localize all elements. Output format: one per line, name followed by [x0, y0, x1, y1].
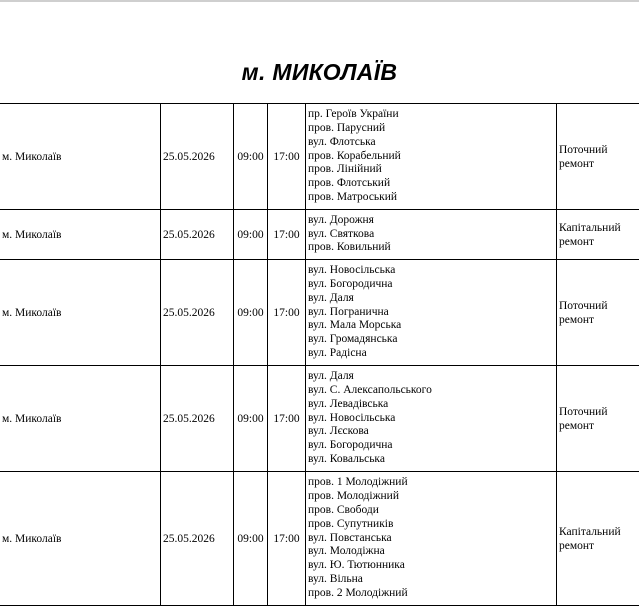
start-time-cell: 09:00	[234, 260, 268, 366]
street-item: вул. Громадянська	[308, 333, 554, 347]
table-row	[0, 472, 639, 606]
street-item: вул. Богородична	[308, 439, 554, 453]
street-item: вул. Погранична	[308, 306, 554, 320]
table-row	[0, 104, 639, 210]
city-cell: м. Миколаїв	[0, 210, 161, 260]
repair-type-line: Поточний	[559, 300, 607, 312]
street-item: пров. 1 Молодіжний	[308, 476, 554, 490]
street-item: пров. Ковильний	[308, 241, 554, 255]
street-item: пров. 2 Молодіжний	[308, 587, 554, 601]
repair-type-cell	[557, 260, 639, 366]
city-cell: м. Миколаїв	[0, 260, 161, 366]
repair-type-line: Поточний	[559, 144, 607, 156]
street-item: вул. Новосільська	[308, 264, 554, 278]
street-item: вул. С. Алексапольського	[308, 384, 554, 398]
street-item: вул. Даля	[308, 370, 554, 384]
repair-type-line: Капітальний	[559, 526, 621, 538]
end-time-cell: 17:00	[268, 366, 306, 472]
repair-type-line: ремонт	[559, 420, 594, 432]
street-item: вул. Молодіжна	[308, 545, 554, 559]
table-row	[0, 260, 639, 366]
start-time-cell: 09:00	[234, 472, 268, 606]
street-item: вул. Повстанська	[308, 532, 554, 546]
streets-cell	[306, 260, 557, 366]
repair-type-cell	[557, 472, 639, 606]
repair-type-cell	[557, 210, 639, 260]
street-item: пров. Флотський	[308, 177, 554, 191]
street-item: пров. Парусний	[308, 122, 554, 136]
street-item: вул. Мала Морська	[308, 319, 554, 333]
date-cell: 25.05.2026	[161, 260, 234, 366]
repair-type-line: ремонт	[559, 158, 594, 170]
street-item: вул. Флотська	[308, 136, 554, 150]
start-time-cell: 09:00	[234, 210, 268, 260]
table-row	[0, 210, 639, 260]
city-cell: м. Миколаїв	[0, 366, 161, 472]
repair-type-line: ремонт	[559, 540, 594, 552]
repair-type-line: Капітальний	[559, 222, 621, 234]
start-time-cell: 09:00	[234, 104, 268, 210]
street-item: пров. Лінійний	[308, 163, 554, 177]
street-item: пров. Матроський	[308, 191, 554, 205]
streets-cell	[306, 472, 557, 606]
street-item: вул. Радісна	[308, 347, 554, 361]
street-item: пров. Молодіжний	[308, 490, 554, 504]
street-item: вул. Дорожня	[308, 214, 554, 228]
street-item: вул. Богородична	[308, 278, 554, 292]
street-item: вул. Лєскова	[308, 425, 554, 439]
date-cell: 25.05.2026	[161, 210, 234, 260]
street-item: вул. Святкова	[308, 228, 554, 242]
street-item: вул. Даля	[308, 292, 554, 306]
repair-type-line: ремонт	[559, 236, 594, 248]
date-cell: 25.05.2026	[161, 472, 234, 606]
end-time-cell: 17:00	[268, 104, 306, 210]
street-item: вул. Вільна	[308, 573, 554, 587]
repair-type-cell	[557, 366, 639, 472]
city-cell: м. Миколаїв	[0, 104, 161, 210]
table-row	[0, 366, 639, 472]
top-rule	[0, 0, 639, 2]
repair-type-line: Поточний	[559, 406, 607, 418]
repair-type-cell	[557, 104, 639, 210]
street-item: вул. Новосільська	[308, 412, 554, 426]
street-item: вул. Левадівська	[308, 398, 554, 412]
streets-cell	[306, 104, 557, 210]
streets-cell	[306, 210, 557, 260]
repair-type-line: ремонт	[559, 314, 594, 326]
outage-schedule-table	[0, 103, 639, 606]
start-time-cell: 09:00	[234, 366, 268, 472]
street-item: пров. Свободи	[308, 504, 554, 518]
street-item: вул. Ковальська	[308, 453, 554, 467]
end-time-cell: 17:00	[268, 210, 306, 260]
date-cell: 25.05.2026	[161, 104, 234, 210]
end-time-cell: 17:00	[268, 472, 306, 606]
city-cell: м. Миколаїв	[0, 472, 161, 606]
street-item: пров. Супутників	[308, 518, 554, 532]
street-item: вул. Ю. Тютюнника	[308, 559, 554, 573]
streets-cell	[306, 366, 557, 472]
street-item: пров. Корабельний	[308, 150, 554, 164]
date-cell: 25.05.2026	[161, 366, 234, 472]
street-item: пр. Героїв України	[308, 108, 554, 122]
page-title: м. МИКОЛАЇВ	[0, 56, 639, 88]
end-time-cell: 17:00	[268, 260, 306, 366]
